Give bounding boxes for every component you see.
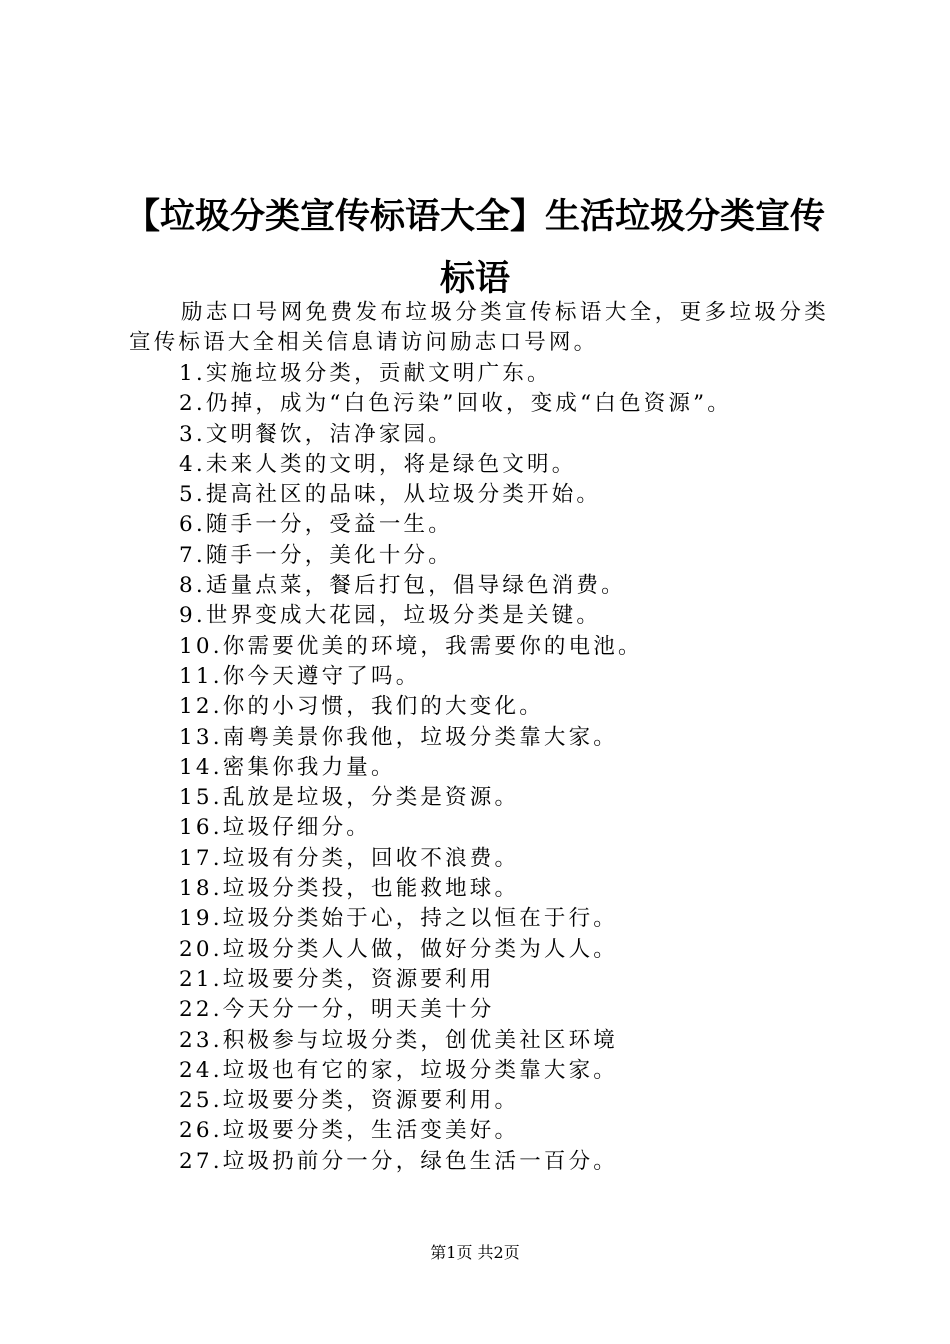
list-item: 1.实施垃圾分类，贡献文明广东。 xyxy=(179,361,552,386)
list-item: 13.南粤美景你我他，垃圾分类靠大家。 xyxy=(179,724,618,750)
list-item: 8.适量点菜，餐后打包，倡导绿色消费。 xyxy=(179,573,626,599)
list-item: 17.垃圾有分类，回收不浪费。 xyxy=(179,845,520,871)
list-item: 14.密集你我力量。 xyxy=(179,754,396,780)
page-footer: 第1页 共2页 xyxy=(430,1243,520,1262)
intro-paragraph: 励志口号网免费发布垃圾分类宣传标语大全，更多垃圾分类宣传标语大全相关信息请访问励志口号网。 xyxy=(129,300,829,356)
list-item: 5.提高社区的品味，从垃圾分类开始。 xyxy=(179,482,602,508)
list-item: 24.垃圾也有它的家，垃圾分类靠大家。 xyxy=(179,1057,618,1083)
list-item: 10.你需要优美的环境，我需要你的电池。 xyxy=(179,633,643,659)
list-item: 9.世界变成大花园，垃圾分类是关键。 xyxy=(179,603,602,629)
list-item: 3.文明餐饮，洁净家园。 xyxy=(179,421,453,447)
list-item: 16.垃圾仔细分。 xyxy=(179,815,371,841)
list-item: 2.仍掉，成为“白色污染”回收，变成“白色资源”。 xyxy=(179,391,732,417)
list-item: 19.垃圾分类始于心，持之以恒在于行。 xyxy=(179,906,618,932)
list-item: 22.今天分一分，明天美十分 xyxy=(179,997,495,1023)
list-item: 20.垃圾分类人人做，做好分类为人人。 xyxy=(179,936,618,962)
list-item: 27.垃圾扔前分一分，绿色生活一百分。 xyxy=(179,1148,618,1174)
list-item: 26.垃圾要分类，生活变美好。 xyxy=(179,1118,520,1144)
list-item: 15.乱放是垃圾，分类是资源。 xyxy=(179,785,520,811)
list-item: 6.随手一分，受益一生。 xyxy=(179,512,453,538)
page-title: 【垃圾分类宣传标语大全】生活垃圾分类宣传标语 xyxy=(124,197,825,299)
list-item: 7.随手一分，美化十分。 xyxy=(179,542,453,568)
list-item: 4.未来人类的文明，将是绿色文明。 xyxy=(179,451,577,477)
list-item: 21.垃圾要分类，资源要利用 xyxy=(179,966,495,992)
list-item: 25.垃圾要分类，资源要利用。 xyxy=(179,1088,520,1114)
list-item: 18.垃圾分类投，也能救地球。 xyxy=(179,876,520,902)
list-item: 12.你的小习惯，我们的大变化。 xyxy=(179,694,544,720)
list-item: 11.你今天遵守了吗。 xyxy=(179,663,421,689)
list-item: 23.积极参与垃圾分类，创优美社区环境 xyxy=(179,1027,618,1053)
slogan-list xyxy=(179,359,839,1177)
